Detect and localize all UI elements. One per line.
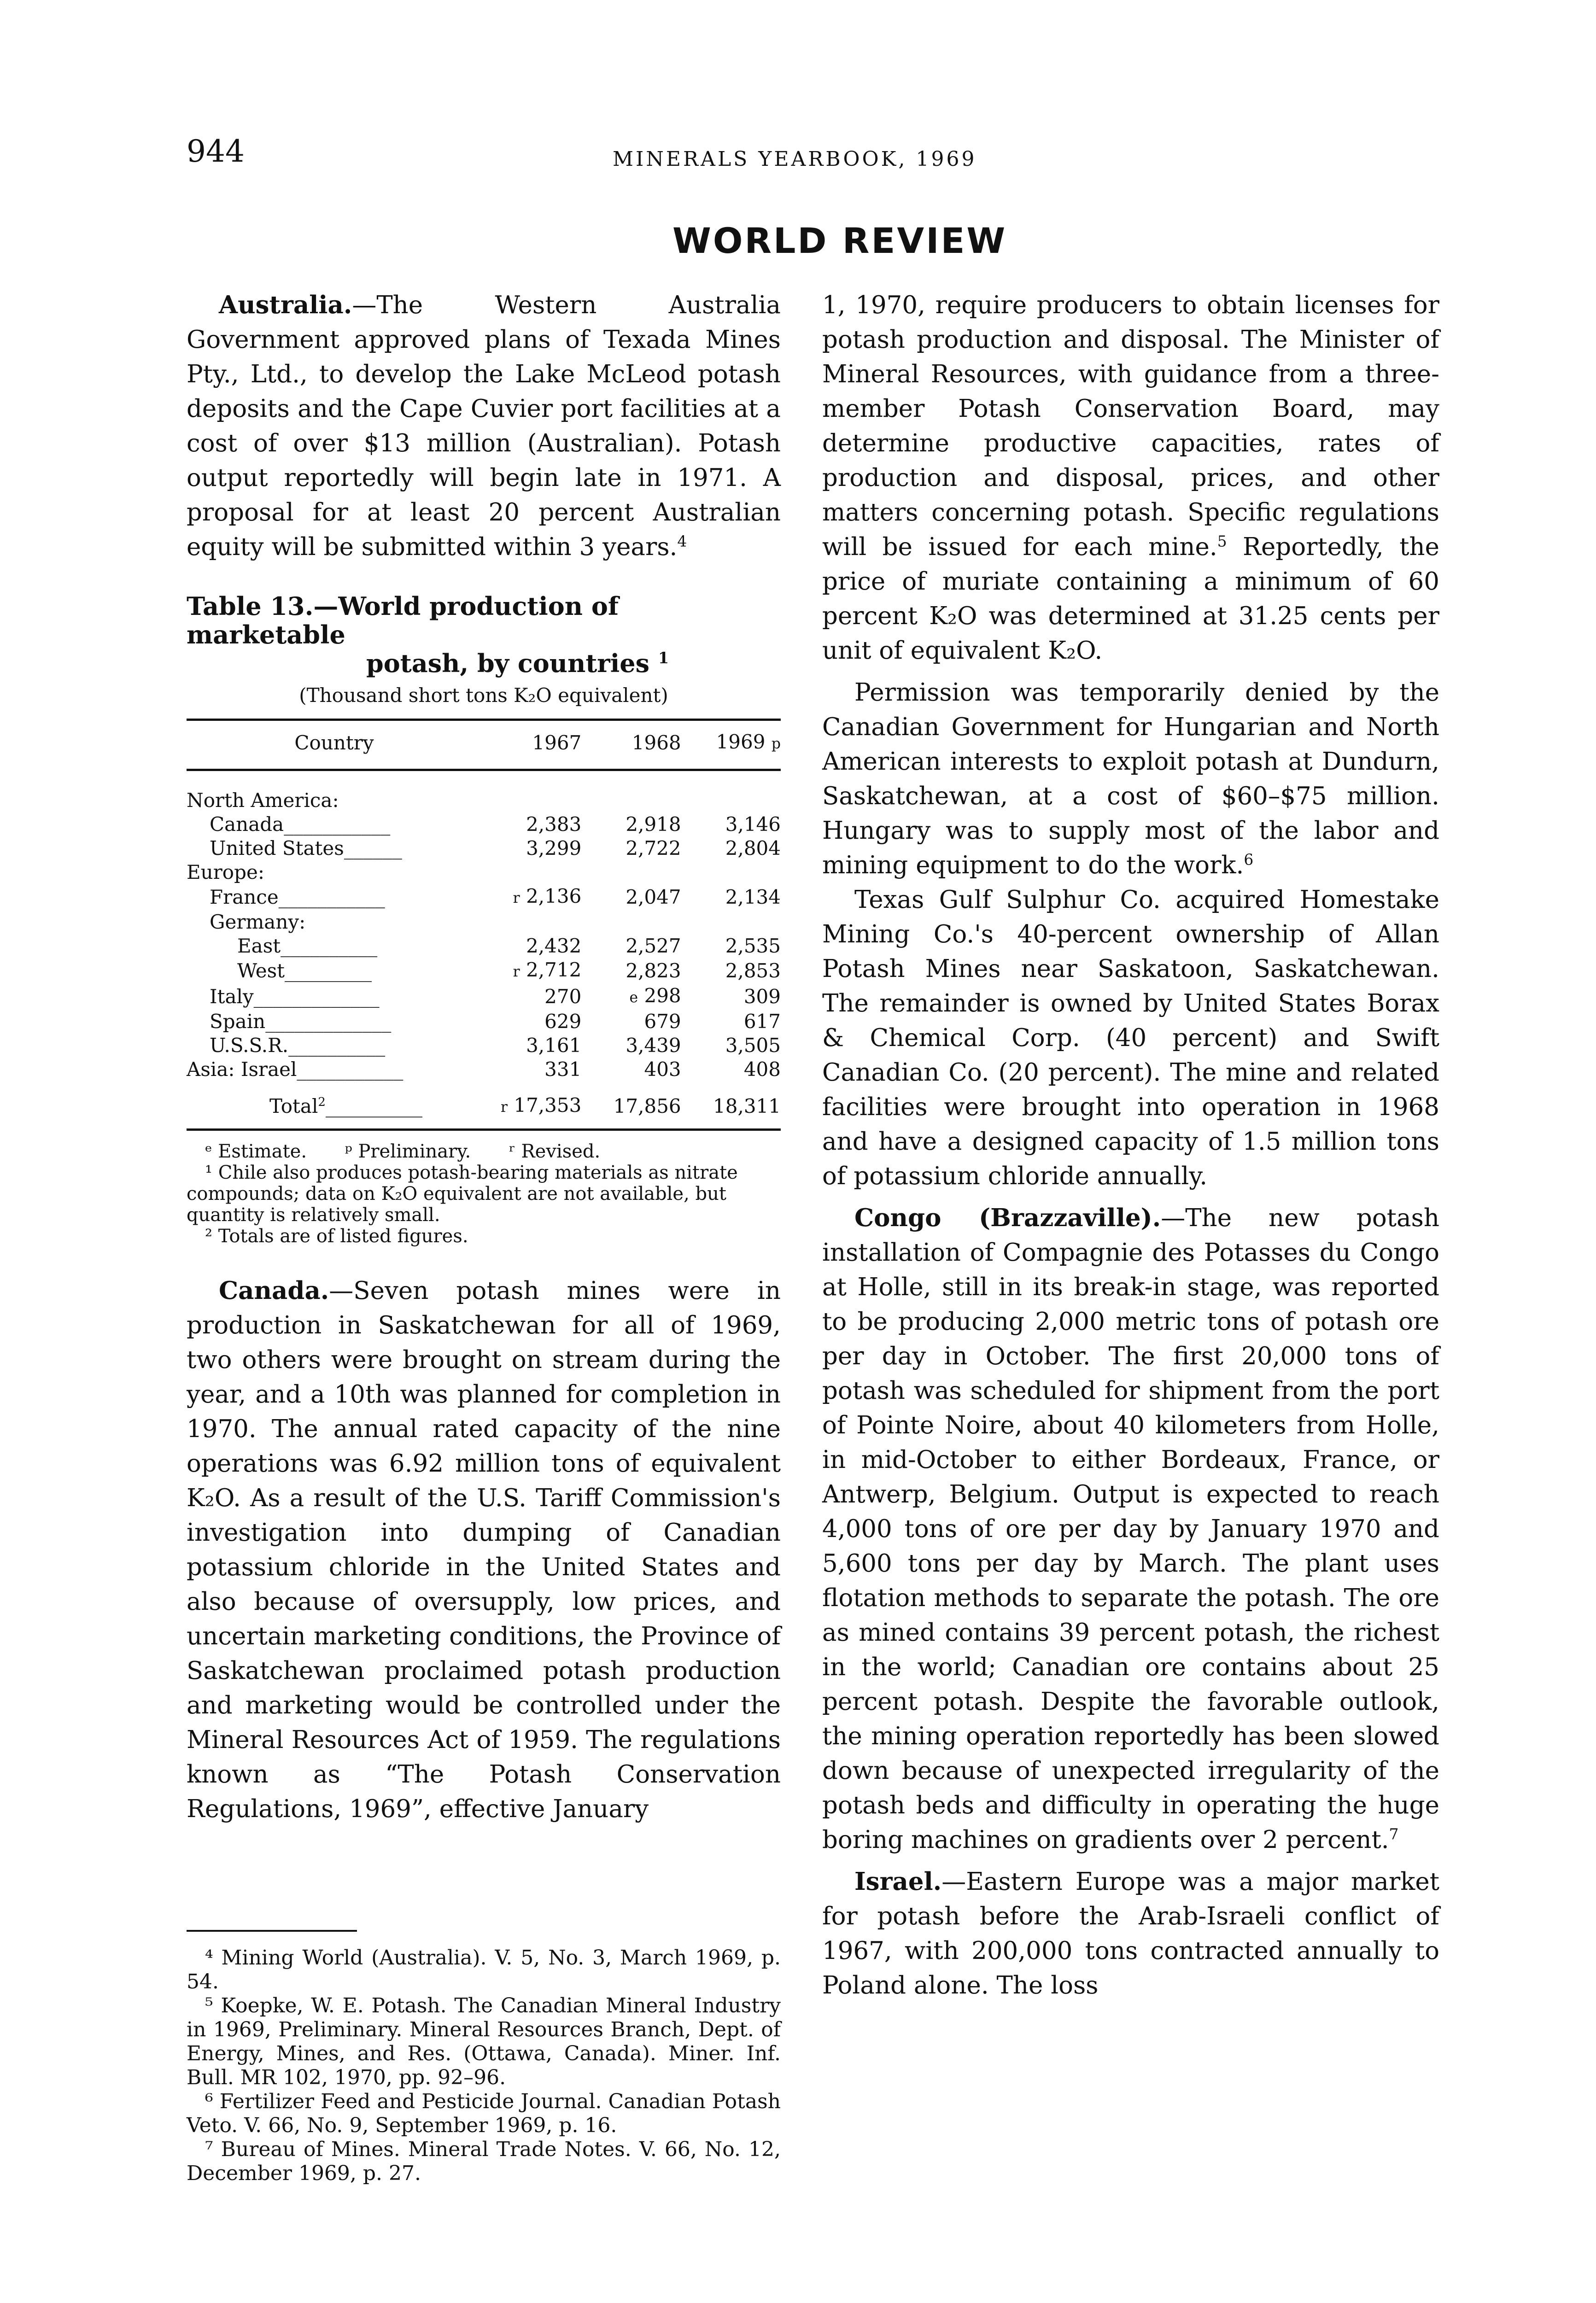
- canada-heading: Canada.: [219, 1276, 329, 1305]
- table-title-line2: potash, by countries $^1$: [366, 649, 669, 678]
- table-title-line1: Table 13.—World production of marketable: [187, 591, 619, 649]
- table-title: [187, 592, 781, 678]
- group-europe: Europe:: [187, 861, 264, 883]
- header-1969: 1969 p: [681, 720, 781, 770]
- running-head: MINERALS YEARBOOK, 1969: [613, 147, 977, 171]
- table-notes: [187, 1141, 781, 1247]
- right-column: [822, 288, 1439, 2003]
- header-1967: 1967: [482, 720, 581, 770]
- canada-continued-paragraph: 1, 1970, require producers to obtain licenses for potash production and disposal. The Minister of Mineral Resources, with guidance from a three-member Potash Conservation Board, may determine productive capacities, rates of production and disposal, prices, and other matters concerning potash. Specific regulations will be issued for each mine.$^5$ Reportedly, the price of muriate containing a minimum of 60 percent K₂O was determined at 31.25 cents per unit of equivalent K₂O.: [822, 291, 1440, 665]
- header-1968: 1968: [581, 720, 681, 770]
- table-row: France___________ r 2,136 2,047 2,134: [210, 885, 781, 908]
- note-revised: ʳ Revised.: [509, 1141, 601, 1162]
- footnote-ref-6: 6: [1244, 850, 1254, 869]
- hungary-paragraph: Permission was temporarily denied by the Canadian Government for Hungarian and North American interests to exploit potash at Dundurn, Saskatchewan, at a cost of $60–$75 million. Hungary was to supply most of the labor and mining equipment to do the work.$^6$: [822, 678, 1439, 879]
- footnotes: [187, 1946, 781, 2186]
- table-total-row: Total$^2$__________ r 17,353 17,856 18,311: [269, 1094, 781, 1117]
- congo-paragraph: Congo (Brazzaville).—The new potash installation of Compagnie des Potasses du Congo at Holle, still in its break-in stage, was reported to be producing 2,000 metric tons of potash ore per day in October. The first 20,000 tons of potash was scheduled for shipment from the port of Pointe Noire, about 40 kilometers from Holle, in mid-October to either Bordeaux, France, or Antwerp, Belgium. Output is expected to reach 4,000 tons of ore per day by January 1970 and 5,600 tons per day by March. The plant uses flotation methods to separate the potash. The ore as mined contains 39 percent potash, the richest in the world; Canadian ore contains about 25 percent potash. Despite the favorable outlook, the mining operation reportedly has been slowed down because of unexpected irregularity of the potash beds and difficulty in operating the huge boring machines on gradients over 2 percent.$^7$: [822, 1204, 1439, 1854]
- table-row: West_________ r 2,712 2,823 2,853: [237, 959, 781, 982]
- table-title-footnote-ref: 1: [658, 649, 669, 667]
- congo-heading: Congo (Brazzaville).: [854, 1204, 1161, 1232]
- table-row: Asia: Israel___________ 331 403 408: [187, 1058, 781, 1081]
- table-row: Spain_____________ 629 679 617: [210, 1010, 781, 1033]
- canada-paragraph: [187, 1274, 781, 1826]
- footnote-ref-4: 4: [677, 532, 687, 550]
- australia-text: —The Western Australia Government approved plans of Texada Mines Pty., Ltd., to develop the Lake McLeod potash deposits and the Cape Cuvier port facilities at a cost of over $13 million (Australian). Potash output reportedly will begin late in 1971. A proposal for at least 20 percent Australian equity will be submitted within 3 years.: [187, 291, 781, 561]
- footnote-4: ⁴ Mining World (Australia). V. 5, No. 3, March 1969, p. 54.: [187, 1946, 781, 1993]
- table-units: (Thousand short tons K₂O equivalent): [299, 684, 668, 707]
- footnote-rule: [187, 1930, 357, 1932]
- australia-heading: Australia.: [219, 291, 352, 319]
- table-note-2: ² Totals are of listed figures.: [205, 1226, 468, 1247]
- section-title: WORLD REVIEW: [672, 220, 1007, 261]
- table-row: Canada___________ 2,383 2,918 3,146: [210, 813, 781, 836]
- footnote-ref-7: 7: [1389, 1825, 1399, 1843]
- footnote-7: ⁷ Bureau of Mines. Mineral Trade Notes. V. 66, No. 12, December 1969, p. 27.: [187, 2138, 781, 2185]
- note-preliminary: ᵖ Preliminary.: [345, 1141, 471, 1162]
- group-north-america: North America:: [187, 789, 339, 812]
- footnote-ref-5: 5: [1217, 532, 1227, 550]
- page-number: 944: [187, 134, 245, 169]
- table-row: East__________ 2,432 2,527 2,535: [237, 935, 781, 957]
- table-row: U.S.S.R.__________ 3,161 3,439 3,505: [210, 1034, 781, 1057]
- potash-production-table: [187, 719, 781, 1131]
- footnote-6: ⁶ Fertilizer Feed and Pesticide Journal. Canadian Potash Veto. V. 66, No. 9, September 1969, p. 16.: [187, 2090, 781, 2137]
- canada-text: —Seven potash mines were in production in Saskatchewan for all of 1969, two others were brought on stream during the year, and a 10th was planned for completion in 1970. The annual rated capacity of the nine operations was 6.92 million tons of equivalent K₂O. As a result of the U.S. Tariff Commission's investigation into dumping of Canadian potassium chloride in the United States and also because of oversupply, low prices, and uncertain marketing conditions, the Province of Saskatchewan proclaimed potash production and marketing would be controlled under the Mineral Resources Act of 1959. The regulations known as “The Potash Conservation Regulations, 1969”, effective January: [187, 1277, 781, 1823]
- header-country: Country: [187, 720, 482, 770]
- table-note-1: ¹ Chile also produces potash-bearing materials as nitrate compounds; data on K₂O equivalent are not available, but quantity is relatively small.: [187, 1162, 738, 1226]
- table-row: Italy_____________ 270 e 298 309: [210, 984, 781, 1008]
- left-column: [187, 288, 781, 1826]
- table-row: United States______ 3,299 2,722 2,804: [210, 837, 781, 859]
- note-estimate: ᵉ Estimate.: [205, 1141, 307, 1162]
- group-germany: Germany:: [210, 911, 306, 933]
- israel-heading: Israel.: [854, 1867, 942, 1896]
- australia-paragraph: [187, 288, 781, 564]
- israel-paragraph: Israel.—Eastern Europe was a major market for potash before the Arab-Israeli conflict of 1967, with 200,000 tons contracted annually to Poland alone. The loss: [822, 1867, 1439, 1999]
- texas-gulf-paragraph: Texas Gulf Sulphur Co. acquired Homestake Mining Co.'s 40-percent ownership of Allan Potash Mines near Saskatoon, Saskatchewan. The remainder is owned by United States Borax & Chemical Corp. (40 percent) and Swift Canadian Co. (20 percent). The mine and related facilities were brought into operation in 1968 and have a designed capacity of 1.5 million tons of potassium chloride annually.: [822, 886, 1439, 1190]
- footnote-5: ⁵ Koepke, W. E. Potash. The Canadian Mineral Industry in 1969, Preliminary. Mineral Resources Branch, Dept. of Energy, Mines, and Res. (Ottawa, Canada). Miner. Inf. Bull. MR 102, 1970, pp. 92–96.: [187, 1994, 781, 2089]
